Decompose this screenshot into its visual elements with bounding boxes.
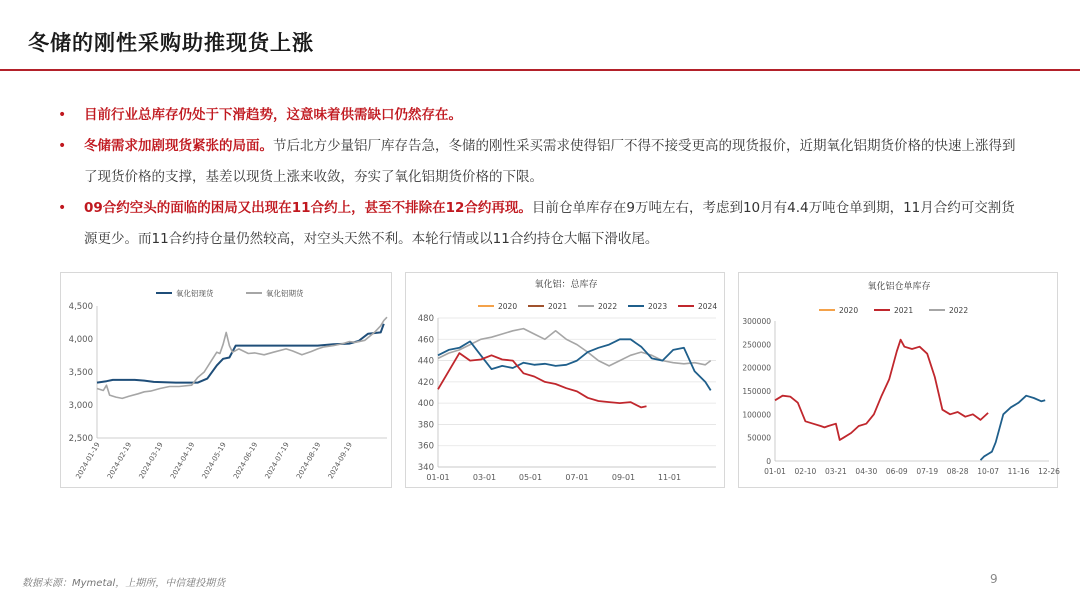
page-number: 9 (990, 572, 998, 586)
legend-label: 2020 (498, 302, 518, 311)
y-tick-label: 400 (417, 399, 434, 410)
x-tick-label: 2024-07-19 (263, 441, 291, 481)
chart-warehouse-receipts (738, 272, 1058, 488)
x-tick-label: 2024-05-19 (200, 441, 228, 481)
legend-label: 2021 (548, 302, 568, 311)
bullet-text: 目前仓单库存在9万吨左右，考虑到10月有4.4万吨仓单到期，11月合约可交割货源更少。而11合约持仓量仍然较高，对空头天然不利。本轮行情或以11合约持仓大幅下滑收尾。 (84, 200, 1015, 247)
y-tick-label: 440 (417, 356, 434, 367)
page-title: 冬储的刚性采购助推现货上涨 (28, 30, 314, 55)
x-tick-label: 09-01 (611, 473, 636, 482)
y-tick-label: 100000 (742, 410, 771, 420)
x-tick-label: 03-21 (824, 467, 847, 476)
y-tick-label: 460 (417, 335, 434, 346)
x-tick-label: 03-01 (472, 473, 497, 482)
series-line-氧化铝现货 (97, 324, 384, 383)
series-line-2021 (775, 340, 988, 440)
chart-svg-1 (61, 273, 391, 487)
y-tick-label: 4,000 (68, 335, 93, 345)
chart-title: 氧化铝仓单库存 (867, 282, 931, 292)
bullet-text: 节后北方少量铝厂库存告急，冬储的刚性采买需求使得铝厂不得不接受更高的现货报价，近期氧化铝期货价格的快速上涨得到了现货价格的支撑，基差以现货上涨来收敛，夯实了氧化铝期货价格的下限。 (84, 138, 1016, 185)
y-tick-label: 0 (766, 457, 771, 466)
x-tick-label: 01-01 (764, 467, 786, 476)
legend-label: 2021 (894, 306, 914, 315)
legend-label: 2022 (598, 302, 618, 311)
bullet-item-2 (58, 131, 1018, 193)
series-line-2024 (438, 353, 647, 407)
chart-svg-2 (406, 273, 724, 487)
y-tick-label: 150000 (742, 387, 771, 396)
series-line-2023 (438, 339, 711, 390)
series-line-氧化铝期货 (97, 317, 387, 398)
bullet-item-3 (58, 193, 1018, 255)
x-tick-label: 11-16 (1007, 467, 1030, 476)
x-tick-label: 05-01 (518, 473, 543, 482)
chart-svg-3 (739, 273, 1060, 487)
bullet-emphasis: 09合约空头的面临的困局又出现在11合约上，甚至不排除在12合约再现。 (84, 200, 532, 216)
y-tick-label: 300000 (742, 317, 771, 326)
x-tick-label: 2024-01-19 (74, 441, 102, 481)
legend-label: 2020 (839, 306, 859, 315)
legend-label: 氧化铝期货 (266, 289, 304, 298)
y-tick-label: 340 (417, 463, 434, 473)
data-source-note: 数据来源：Mymetal，上期所，中信建投期货 (22, 578, 226, 589)
bullet-item-1 (58, 100, 1018, 131)
bullet-list (58, 100, 1018, 255)
legend-label: 2023 (648, 302, 668, 311)
chart-total-inventory (405, 272, 725, 488)
title-divider (0, 69, 1080, 71)
chart-spot-vs-futures (60, 272, 392, 488)
bullet-emphasis: 目前行业总库存仍处于下滑趋势，这意味着供需缺口仍然存在。 (84, 107, 462, 123)
bullet-dot-icon: • (58, 200, 67, 216)
y-tick-label: 250000 (742, 340, 771, 350)
x-tick-label: 2024-08-19 (295, 441, 323, 481)
x-tick-label: 01-01 (426, 473, 450, 482)
x-tick-label: 04-30 (855, 467, 878, 476)
x-tick-label: 2024-03-19 (137, 441, 165, 481)
y-tick-label: 3,000 (68, 401, 93, 411)
y-tick-label: 360 (417, 441, 434, 452)
x-tick-label: 11-01 (657, 473, 682, 482)
y-tick-label: 3,500 (68, 368, 93, 378)
x-tick-label: 02-10 (794, 467, 817, 476)
y-tick-label: 2,500 (68, 434, 93, 444)
legend-label: 2024 (698, 302, 718, 311)
y-tick-label: 420 (417, 377, 434, 388)
x-tick-label: 06-09 (885, 467, 908, 476)
y-tick-label: 480 (417, 314, 434, 324)
x-tick-label: 2024-06-19 (232, 441, 260, 481)
x-tick-label: 07-19 (916, 467, 939, 476)
x-tick-label: 2024-09-19 (326, 441, 354, 481)
x-tick-label: 12-26 (1038, 467, 1060, 476)
x-tick-label: 07-01 (565, 473, 589, 482)
y-tick-label: 380 (417, 420, 434, 431)
x-tick-label: 2024-02-19 (105, 441, 134, 481)
bullet-dot-icon: • (58, 107, 67, 123)
y-tick-label: 200000 (742, 363, 771, 373)
legend-label: 2022 (949, 306, 969, 315)
bullet-emphasis: 冬储需求加剧现货紧张的局面。 (84, 138, 273, 154)
y-tick-label: 50000 (747, 433, 771, 443)
bullet-dot-icon: • (58, 138, 67, 154)
chart-title: 氧化铝：总库存 (534, 280, 598, 290)
legend-label: 氧化铝现货 (176, 289, 214, 298)
y-tick-label: 4,500 (68, 302, 93, 312)
x-tick-label: 10-07 (977, 467, 1000, 476)
x-tick-label: 2024-04-19 (169, 441, 197, 481)
series-line-2023 (981, 396, 1046, 460)
x-tick-label: 08-28 (946, 467, 969, 476)
